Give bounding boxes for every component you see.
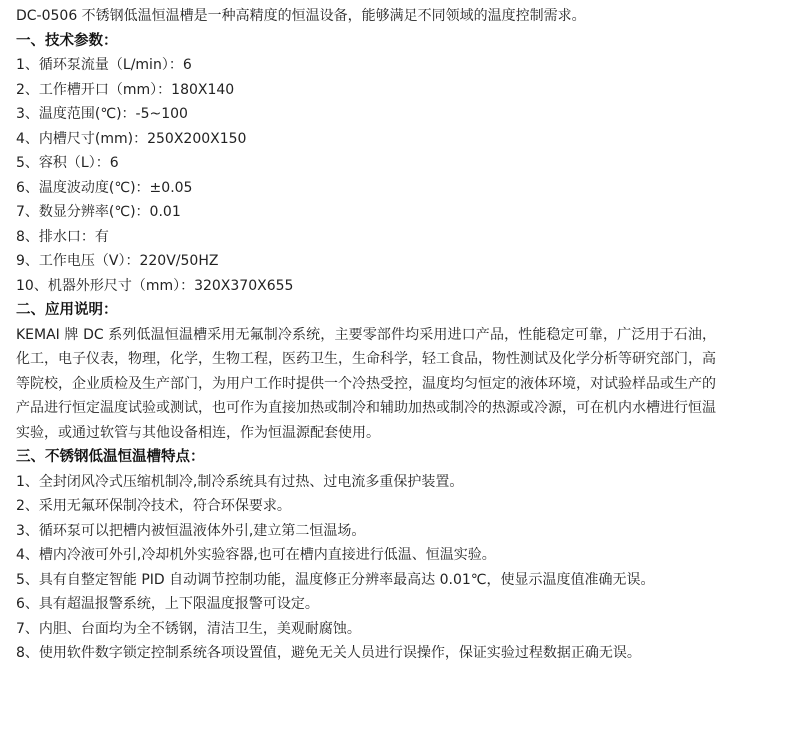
spec-item: 5、容积（L）：6 (16, 155, 119, 171)
features-section (16, 445, 786, 666)
application-paragraph: KEMAI 牌 DC 系列低温恒温槽采用无氟制冷系统，主要零部件均采用进口产品，性能稳定可靠，广泛用于石油，化工，电子仪表，物理，化学，生物工程，医药卫生，生命科学，轻工食品，物性测试及化学分析等研究部门，高等院校，企业质检及生产部门，为用户工作时提供一个冷热受控，温度均匀恒定的液体环境，对试验样品或生产的产品进行恒定温度试验或测试，也可作为直接加热或制冷和辅助加热或制冷的热源或冷源，可在机内水槽进行恒温实验，或通过软管与其他设备相连，作为恒温源配套使用。 (16, 326, 716, 441)
spec-item: 8、排水口：有 (16, 228, 109, 245)
feature-item: 6、具有超温报警系统，上下限温度报警可设定。 (16, 596, 319, 612)
spec-item: 4、内槽尺寸(mm)：250X200X150 (16, 130, 247, 147)
features-heading: 三、不锈钢低温恒温槽特点： (16, 449, 205, 465)
spec-item: 6、温度波动度(℃)：±0.05 (16, 179, 193, 196)
spec-item: 3、温度范围(℃)：-5~100 (16, 106, 188, 122)
feature-item: 2、采用无氟环保制冷技术，符合环保要求。 (16, 498, 291, 514)
specs-heading: 一、技术参数： (16, 32, 118, 49)
spec-item: 10、机器外形尺寸（mm）：320X370X655 (16, 277, 294, 294)
feature-item: 7、内胆、台面均为全不锈钢，清洁卫生，美观耐腐蚀。 (16, 620, 361, 637)
spec-item: 9、工作电压（V）：220V/50HZ (16, 253, 219, 269)
feature-item: 4、槽内冷液可外引,冷却机外实验容器,也可在槽内直接进行低温、恒温实验。 (16, 547, 496, 563)
application-section (16, 298, 786, 445)
feature-item: 8、使用软件数字锁定控制系统各项设置值，避免无关人员进行误操作，保证实验过程数据正确无误。 (16, 645, 641, 661)
spec-item: 2、工作槽开口（mm）：180X140 (16, 81, 235, 98)
feature-item: 1、全封闭风冷式压缩机制冷,制冷系统具有过热、过电流多重保护装置。 (16, 473, 464, 490)
feature-item: 3、循环泵可以把槽内被恒温液体外引,建立第二恒温场。 (16, 522, 366, 539)
intro-text: DC-0506 不锈钢低温恒温槽是一种高精度的恒温设备，能够满足不同领域的温度控制需求。 (16, 8, 586, 24)
feature-item: 5、具有自整定智能 PID 自动调节控制功能，温度修正分辨率最高达 0.01℃，使显示温度值准确无误。 (16, 571, 655, 588)
spec-item: 7、数显分辨率(℃)：0.01 (16, 204, 181, 220)
specs-section (16, 29, 786, 299)
application-heading: 二、应用说明： (16, 302, 118, 318)
spec-item: 1、循环泵流量（L/min）：6 (16, 57, 192, 73)
